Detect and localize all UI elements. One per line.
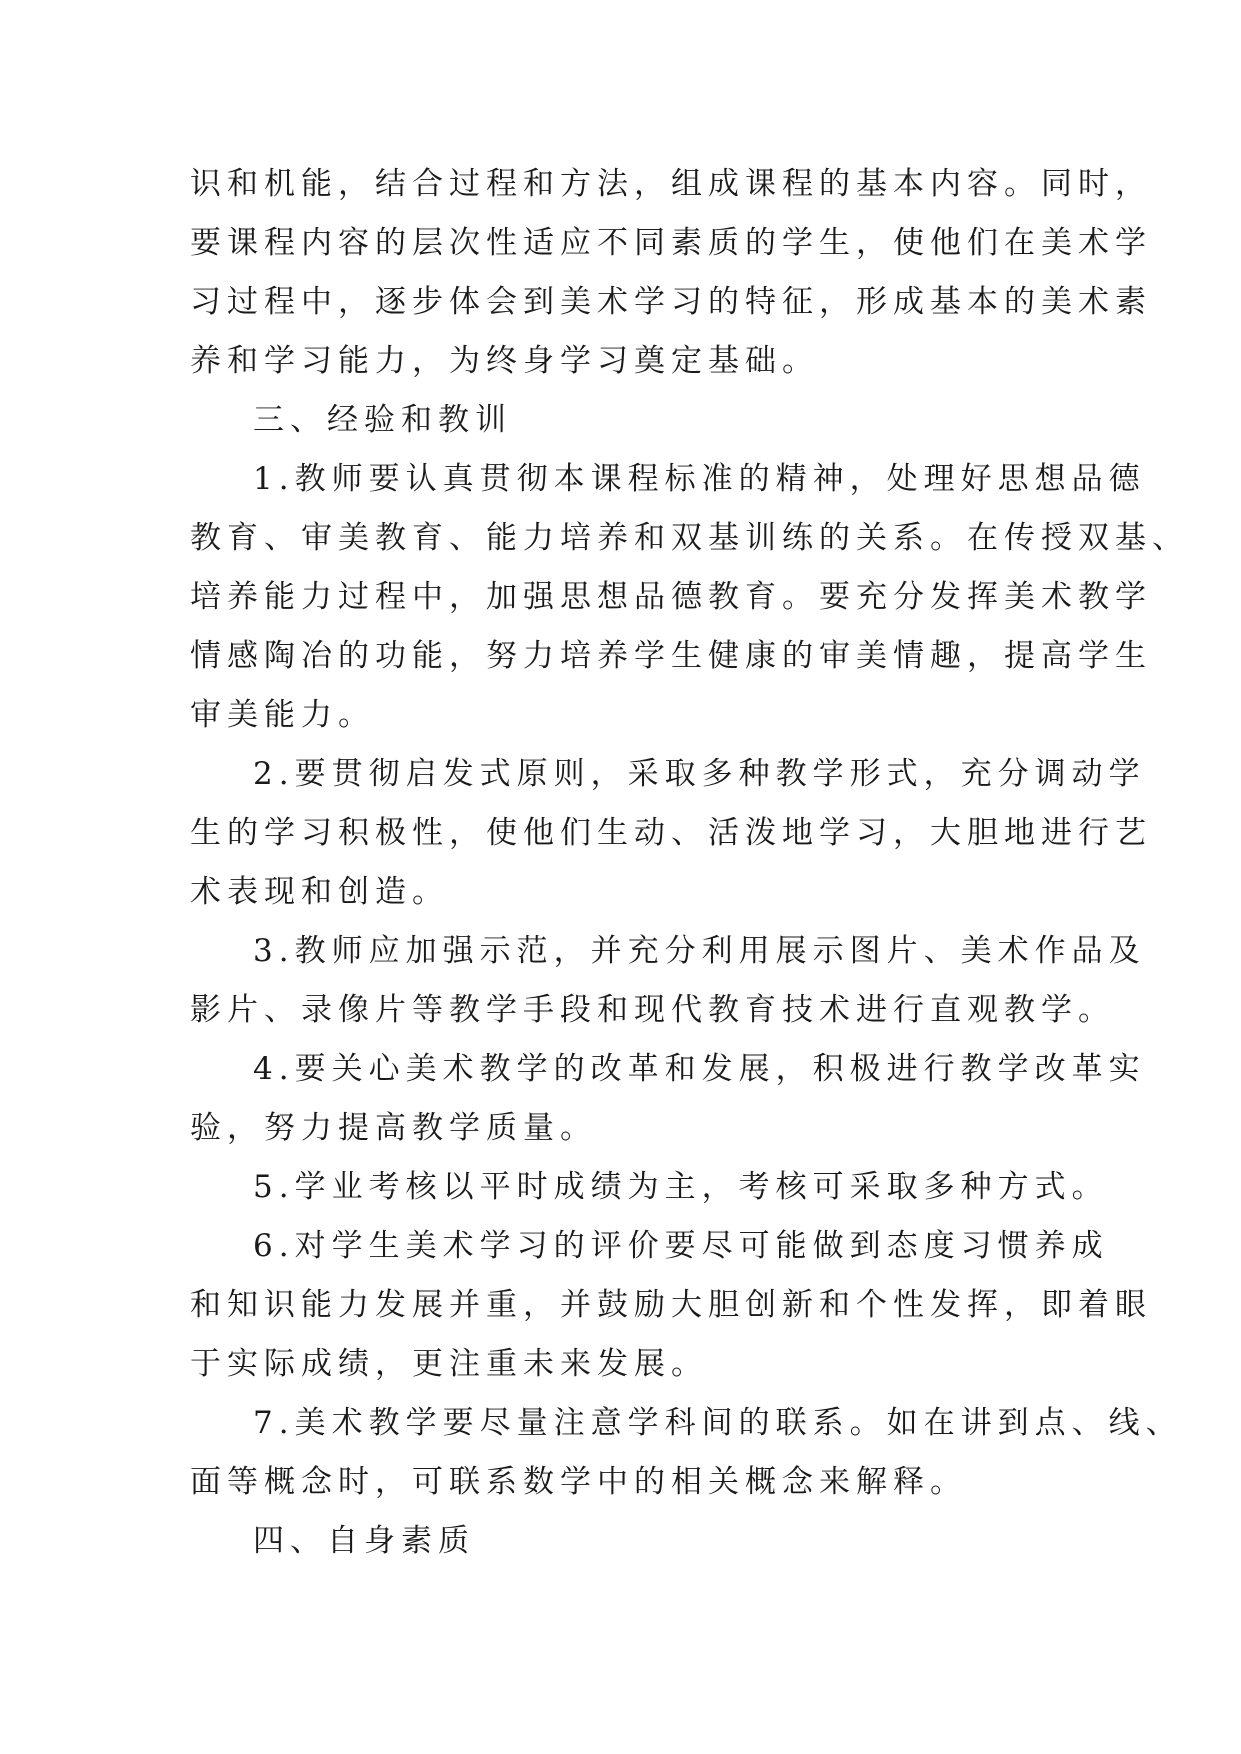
text-line: 术表现和创造。 <box>190 874 449 910</box>
list-item-start: 7.美术教学要尽量注意学科间的联系。如在讲到点、线、 <box>253 1405 1183 1441</box>
list-item-start: 2.要贯彻启发式原则，采取多种教学形式，充分调动学 <box>253 756 1146 792</box>
text-line: 识和机能，结合过程和方法，组成课程的基本内容。同时， <box>190 166 1152 202</box>
text-line: 影片、录像片等教学手段和现代教育技术进行直观教学。 <box>190 992 1115 1028</box>
text-line: 情感陶冶的功能，努力培养学生健康的审美情趣，提高学生 <box>190 638 1152 674</box>
text-line: 生的学习积极性，使他们生动、活泼地学习，大胆地进行艺 <box>190 815 1152 851</box>
list-item-start: 4.要关心美术教学的改革和发展，积极进行教学改革实 <box>253 1051 1146 1087</box>
text-line: 面等概念时，可联系数学中的相关概念来解释。 <box>190 1464 967 1500</box>
text-line: 习过程中，逐步体会到美术学习的特征，形成基本的美术素 <box>190 284 1152 320</box>
text-line: 验，努力提高教学质量。 <box>190 1110 597 1146</box>
list-item-start: 5.学业考核以平时成绩为主，考核可采取多种方式。 <box>253 1169 1109 1205</box>
section-heading: 三、经验和教训 <box>253 402 512 438</box>
list-item-start: 6.对学生美术学习的评价要尽可能做到态度习惯养成 <box>253 1228 1109 1264</box>
text-line: 培养能力过程中，加强思想品德教育。要充分发挥美术教学 <box>190 579 1152 615</box>
text-line: 于实际成绩，更注重未来发展。 <box>190 1346 708 1382</box>
text-line: 养和学习能力，为终身学习奠定基础。 <box>190 343 819 379</box>
list-item-start: 1.教师要认真贯彻本课程标准的精神，处理好思想品德 <box>253 461 1146 497</box>
document-body <box>190 155 1189 1571</box>
text-line: 教育、审美教育、能力培养和双基训练的关系。在传授双基、 <box>190 520 1189 556</box>
section-heading: 四、自身素质 <box>253 1523 475 1559</box>
text-line: 审美能力。 <box>190 697 375 733</box>
text-line: 要课程内容的层次性适应不同素质的学生，使他们在美术学 <box>190 225 1152 261</box>
list-item-start: 3.教师应加强示范，并充分利用展示图片、美术作品及 <box>253 933 1146 969</box>
text-line: 和知识能力发展并重，并鼓励大胆创新和个性发挥，即着眼 <box>190 1287 1152 1323</box>
